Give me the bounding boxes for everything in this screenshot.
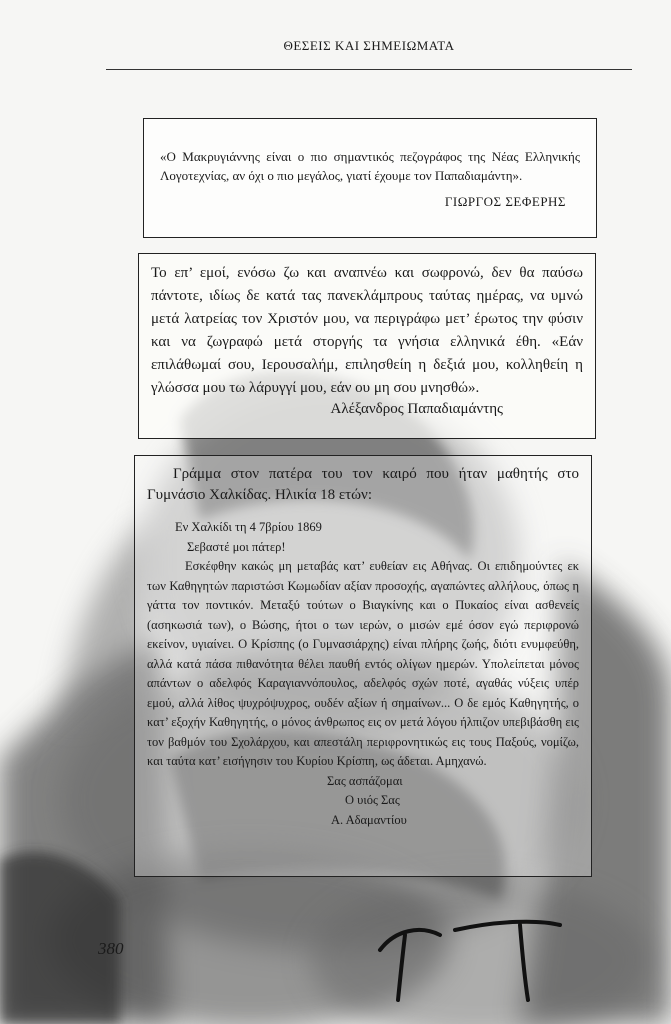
seferis-quote-author: ΓΙΩΡΓΟΣ ΣΕΦΕΡΗΣ	[444, 194, 566, 209]
letter-body: Εσκέφθην κακώς μη μεταβάς κατ’ ευθείαν εις Αθήνας. Οι επιδημούντες εκ των Καθηγητών παριστώσι Κωμωδίαν αξίαν προσοχής, αγαπώντες αλλήλους, όπως η γάττα τον ποντικόν. Μεταξύ τούτων ο Βιαγκίνης και ο Πυκαίος είναι ασθενείς (ασηκωσιά των), ο Βώσης, ήτοι ο των ιερών, ο μισών εμέ όσον εγώ περιφρονώ εκείνον, υγιαίνει. Ο Κρίσπης (ο Γυμνασιάρχης) είναι πλήρης ζωής, διότι ενυμφεύθη, αλλά κατά πάσα πιθανότητα θέλει παυθή εντός ολίγων ημερών. Υπολείπεται μόνος απάντων ο αδελφός Καραγιαννόπουλος, αδελφός σχών ποτέ, αγαθάς νύξεις υπέρ εμού, αλλά λίθος ψυχρόψυχρος, ουδέν αξίων ή σημαίνων... Ο δε εμός Καθηγητής, ο κατ’ εξοχήν Καθηγητής, ο μόνος άνθρωπος εις ον μετά λόγου ήλπιζον υπεβιβάσθη εις τον βαθμόν του Σχολάρχου, και απεστάλη περιφρονητικώς εις τους Παξούς, νομίζω, και ταύτα κατ’ εισήγησιν του Κυρίου Κρίσπη, ως άδεται. Αμηχανώ.	[147, 559, 579, 768]
letter-date: Εν Χαλκίδι τη 4 7βρίου 1869	[175, 520, 322, 534]
header-divider	[106, 69, 632, 70]
letter-closing-2: Ο υιός Σας	[345, 793, 400, 807]
letter-signature: Α. Αδαμαντίου	[331, 812, 407, 827]
papadiamantis-quote-author: Αλέξανδρος Παπαδιαμάντης	[330, 401, 503, 417]
letter-closing-1: Σας ασπάζομαι	[327, 773, 403, 788]
letter-intro: Γράμμα στον πατέρα του τον καιρό που ήταν μαθητής στο Γυμνάσιο Χαλκίδας. Ηλικία 18 ετών:	[147, 466, 579, 503]
letter-box	[134, 455, 592, 877]
papadiamantis-quote-text: Το επ’ εμοί, ενόσω ζω και αναπνέω και σωφρονώ, δεν θα παύσω πάντοτε, ιδίως δε κατά τας πανεκλάμπρους ταύτας ημέρας, να υμνώ μετά λατρείας τον Χριστόν μου, να περιγράφω μετ’ έρωτος την φύσιν και να ζωγραφώ μετά στοργής τα γνήσια ελληνικά έθη. «Εάν επιλάθωμαί σου, Ιερουσαλήμ, επιλησθείη η δεξιά μου, κολληθείη η γλώσσα μου τω λάρυγγί μου, εάν ου μη σου μνησθώ».	[151, 265, 583, 396]
letter-content	[147, 518, 579, 830]
letter-salutation: Σεβαστέ μοι πάτερ!	[187, 539, 286, 554]
seferis-quote-box	[143, 118, 597, 238]
papadiamantis-quote-box	[138, 253, 596, 439]
page-number: 380	[98, 939, 124, 958]
page-header: ΘΕΣΕΙΣ ΚΑΙ ΣΗΜΕΙΩΜΑΤΑ	[283, 38, 455, 53]
seferis-quote-text: «Ο Μακρυγιάννης είναι ο πιο σημαντικός πεζογράφος της Νέας Ελληνικής Λογοτεχνίας, αν όχι ο πιο μεγάλος, γιατί έχουμε τον Παπαδιαμάντη».	[160, 149, 580, 183]
